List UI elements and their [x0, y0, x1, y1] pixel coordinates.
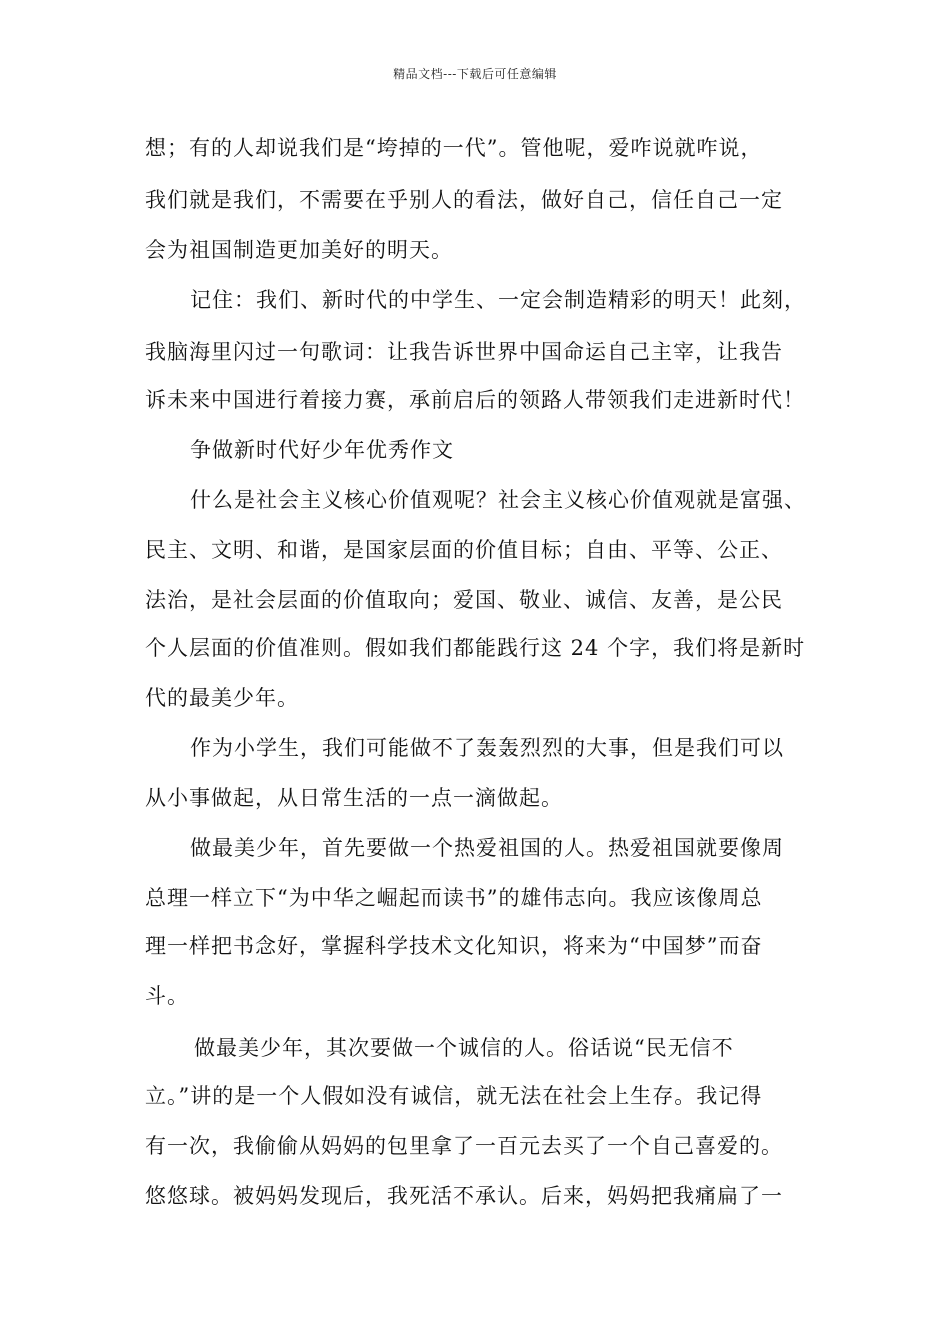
paragraph-first-line: 记住：我们、新时代的中学生、一定会制造精彩的明天！此刻， — [190, 288, 806, 312]
page-header: 精品文档---下载后可任意编辑 — [393, 67, 557, 81]
text-line: 代的最美少年。 — [145, 686, 299, 710]
paragraph-first-line: 做最美少年，其次要做一个诚信的人。俗话说“民无信不 — [194, 1036, 734, 1060]
text-line: 民主、文明、和谐，是国家层面的价值目标；自由、平等、公正、 — [145, 538, 783, 562]
text-line: 有一次，我偷偷从妈妈的包里拿了一百元去买了一个自己喜爱的。 — [145, 1134, 783, 1158]
paragraph-first-line: 作为小学生，我们可能做不了轰轰烈烈的大事，但是我们可以 — [190, 736, 784, 760]
text-line: 从小事做起，从日常生活的一点一滴做起。 — [145, 786, 563, 810]
text-line: 立。”讲的是一个人假如没有诚信，就无法在社会上生存。我记得 — [145, 1084, 763, 1108]
text-line: 会为祖国制造更加美好的明天。 — [145, 238, 453, 262]
text-line: 总理一样立下“为中华之崛起而读书”的雄伟志向。我应该像周总 — [145, 886, 763, 910]
text-line: 我脑海里闪过一句歌词：让我告诉世界中国命运自己主宰，让我告 — [145, 340, 783, 364]
text-line: 悠悠球。被妈妈发现后，我死活不承认。后来，妈妈把我痛扁了一 — [145, 1184, 783, 1208]
paragraph-first-line: 什么是社会主义核心价值观呢？社会主义核心价值观就是富强、 — [190, 488, 806, 512]
text-line: 我们就是我们，不需要在乎别人的看法，做好自己，信任自己一定 — [145, 188, 783, 212]
section-title: 争做新时代好少年优秀作文 — [190, 438, 454, 462]
text-line: 理一样把书念好，掌握科学技术文化知识，将来为“中国梦”而奋 — [145, 934, 763, 958]
text-line: 法治，是社会层面的价值取向；爱国、敬业、诚信、友善，是公民 — [145, 588, 783, 612]
text-line: 斗。 — [145, 984, 189, 1008]
text-line: 个人层面的价值准则。假如我们都能践行这 24 个字，我们将是新时 — [145, 636, 806, 660]
text-line: 想；有的人却说我们是“垮掉的一代”。管他呢，爱咋说就咋说， — [145, 136, 763, 160]
text-line: 诉未来中国进行着接力赛，承前启后的领路人带领我们走进新时代！ — [145, 388, 805, 412]
paragraph-first-line: 做最美少年，首先要做一个热爱祖国的人。热爱祖国就要像周 — [190, 836, 784, 860]
